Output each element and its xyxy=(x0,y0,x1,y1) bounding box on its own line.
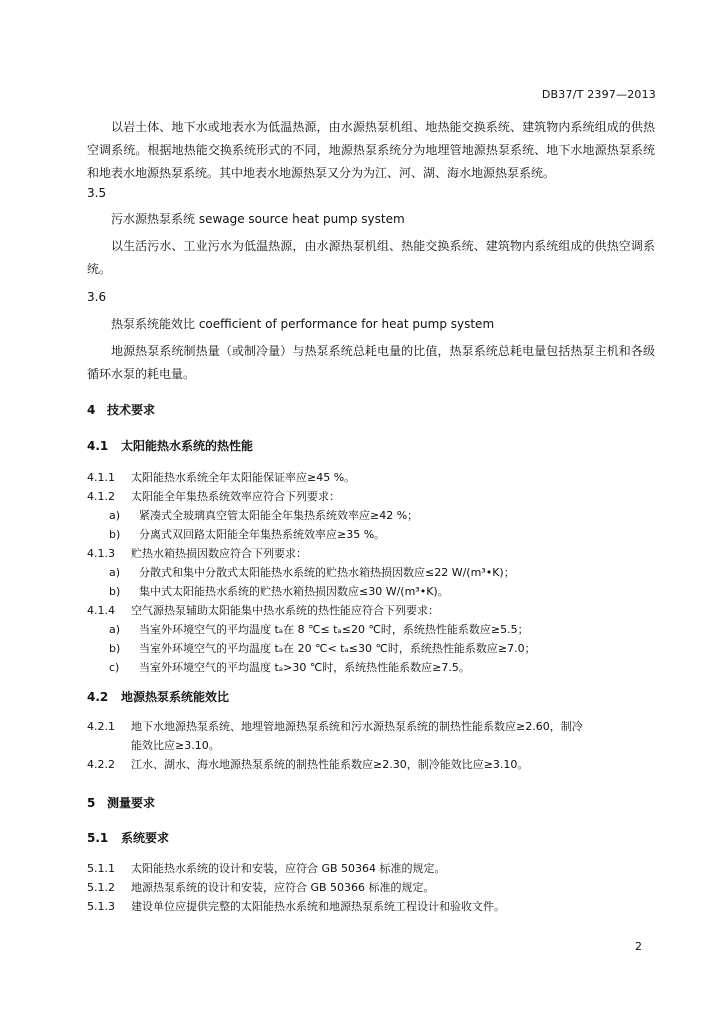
item-text: 江水、湖水、海水地源热泵系统的制热性能系数应≥2.30，制冷能效比应≥3.10。 xyxy=(131,758,529,771)
item-4-1-4-b xyxy=(109,640,536,656)
item-text: 太阳能热水系统的设计和安装，应符合 GB 50364 标准的规定。 xyxy=(131,862,446,875)
item-4-1-4 xyxy=(87,602,439,618)
item-text: 太阳能全年集热系统效率应符合下列要求： xyxy=(131,490,340,503)
item-4-2-2 xyxy=(87,756,528,772)
subsection-5-1-number: 5.1 xyxy=(87,831,109,845)
item-5-1-2 xyxy=(87,879,435,895)
item-text: 空气源热泵辅助太阳能集中热水系统的热性能应符合下列要求： xyxy=(131,604,439,617)
list-text: 当室外环境空气的平均温度 tₐ>30 ℃时，系统热性能系数应≥7.5。 xyxy=(139,661,470,674)
item-number: 5.1.3 xyxy=(87,900,115,913)
list-text: 当室外环境空气的平均温度 tₐ在 8 ℃≤ tₐ≤20 ℃时，系统热性能系数应≥5.5； xyxy=(139,623,529,636)
list-text: 分离式双回路太阳能全年集热系统效率应≥35 %。 xyxy=(139,528,386,541)
term-3-6-number: 3.6 xyxy=(87,290,107,304)
section-5-title: 测量要求 xyxy=(107,796,156,810)
subsection-4-1-title: 太阳能热水系统的热性能 xyxy=(121,439,254,453)
term-3-5-definition: 以生活污水、工业污水为低温热源，由水源热泵机组、热能交换系统、建筑物内系统组成的供热空调系统。 xyxy=(87,239,655,276)
item-4-1-1 xyxy=(87,469,355,485)
list-text: 紧凑式全玻璃真空管太阳能全年集热系统效率应≥42 %； xyxy=(139,509,419,522)
subsection-4-1-heading xyxy=(87,437,253,454)
list-text: 分散式和集中分散式太阳能热水系统的贮热水箱热损因数应≤22 W/(m³•K)； xyxy=(139,566,515,579)
term-3-6-definition: 地源热泵系统制热量（或制冷量）与热泵系统总耗电量的比值，热泵系统总耗电量包括热泵主机和各级循环水泵的耗电量。 xyxy=(87,344,655,381)
item-text: 地下水地源热泵系统、地埋管地源热泵系统和污水源热泵系统的制热性能系数应≥2.60，制冷 xyxy=(131,720,583,733)
item-number: 4.2.2 xyxy=(87,758,115,771)
item-4-2-1 xyxy=(87,718,583,734)
item-number: 4.1.3 xyxy=(87,547,115,560)
subsection-5-1-heading xyxy=(87,829,169,846)
subsection-4-1-number: 4.1 xyxy=(87,439,109,453)
item-text: 建设单位应提供完整的太阳能热水系统和地源热泵系统工程设计和验收文件。 xyxy=(131,900,505,913)
item-text: 地源热泵系统的设计和安装，应符合 GB 50366 标准的规定。 xyxy=(131,881,435,894)
list-mark: a) xyxy=(109,566,121,579)
item-4-1-3 xyxy=(87,545,307,561)
item-number: 4.1.1 xyxy=(87,471,115,484)
subsection-4-2-number: 4.2 xyxy=(87,690,109,704)
term-3-6-title: 热泵系统能效比 coefficient of performance for heat pump system xyxy=(111,317,495,331)
item-4-1-3-b xyxy=(109,583,449,599)
list-mark: b) xyxy=(109,642,121,655)
item-4-2-1-continuation: 能效比应≥3.10。 xyxy=(131,739,220,752)
item-number: 5.1.1 xyxy=(87,862,115,875)
item-4-1-4-a xyxy=(109,621,529,637)
list-mark: b) xyxy=(109,528,121,541)
item-text: 太阳能热水系统全年太阳能保证率应≥45 %。 xyxy=(131,471,356,484)
item-5-1-3 xyxy=(87,898,505,914)
item-number: 4.1.4 xyxy=(87,604,115,617)
item-4-1-2 xyxy=(87,488,340,504)
list-mark: a) xyxy=(109,509,121,522)
item-number: 4.1.2 xyxy=(87,490,115,503)
page-number: 2 xyxy=(635,940,642,953)
term-3-5-title: 污水源热泵系统 sewage source heat pump system xyxy=(111,212,405,226)
item-4-1-3-a xyxy=(109,564,515,580)
section-4-heading xyxy=(87,401,155,418)
item-4-1-4-c xyxy=(109,659,470,675)
intro-paragraph: 以岩土体、地下水或地表水为低温热源，由水源热泵机组、地热能交换系统、建筑物内系统组成的供热空调系统。根据地热能交换系统形式的不同，地源热泵系统分为地埋管地源热泵系统、地下水地源热泵系统和地表水地源热泵系统。其中地表水地源热泵又分为为江、河、湖、海水地源热泵系统。 xyxy=(87,120,655,180)
list-mark: a) xyxy=(109,623,121,636)
subsection-4-2-heading xyxy=(87,688,229,705)
standard-code: DB37/T 2397—2013 xyxy=(541,88,656,101)
item-4-1-2-a xyxy=(109,507,418,523)
list-mark: c) xyxy=(109,661,120,674)
list-mark: b) xyxy=(109,585,121,598)
subsection-5-1-title: 系统要求 xyxy=(121,831,170,845)
item-number: 4.2.1 xyxy=(87,720,115,733)
section-4-title: 技术要求 xyxy=(107,403,156,417)
list-text: 当室外环境空气的平均温度 tₐ在 20 ℃< tₐ≤30 ℃时，系统热性能系数应≥7.0； xyxy=(139,642,536,655)
section-5-heading xyxy=(87,794,155,811)
item-4-1-2-b xyxy=(109,526,385,542)
item-5-1-1 xyxy=(87,860,446,876)
list-text: 集中式太阳能热水系统的贮热水箱热损因数应≤30 W/(m³•K)。 xyxy=(139,585,449,598)
item-text: 贮热水箱热损因数应符合下列要求： xyxy=(131,547,307,560)
subsection-4-2-title: 地源热泵系统能效比 xyxy=(121,690,230,704)
section-5-number: 5 xyxy=(87,796,96,810)
item-number: 5.1.2 xyxy=(87,881,115,894)
section-4-number: 4 xyxy=(87,403,96,417)
term-3-5-number: 3.5 xyxy=(87,186,107,200)
